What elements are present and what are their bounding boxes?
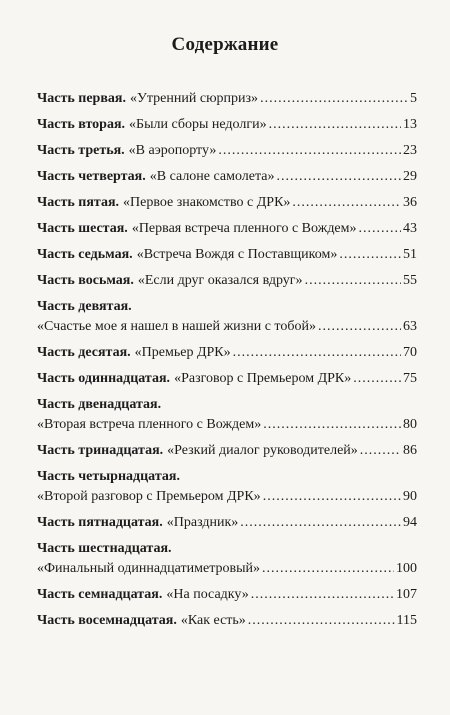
toc-entry-16-heading[interactable] — [37, 540, 417, 558]
page-title: Содержание — [171, 34, 279, 55]
toc-chapter-title: «Второй разговор с Премьером ДРК» — [37, 489, 261, 504]
toc-entry-14[interactable] — [37, 488, 417, 506]
toc-entry-15[interactable] — [37, 514, 417, 532]
toc-dot-leader — [360, 442, 401, 460]
toc-entry-6[interactable] — [37, 220, 417, 238]
toc-page-number: 43 — [403, 221, 417, 236]
toc-dot-leader — [262, 560, 394, 578]
toc-part-label: Часть шестнадцатая. — [37, 541, 172, 556]
toc-part-label: Часть тринадцатая. — [37, 443, 164, 458]
toc-part-label: Часть седьмая. — [37, 247, 133, 262]
toc-page-number: 100 — [396, 561, 417, 576]
toc-dot-leader — [240, 514, 401, 532]
toc-part-label: Часть вторая. — [37, 117, 126, 132]
toc-part-label: Часть первая. — [37, 91, 126, 106]
toc-entry-2[interactable] — [37, 116, 417, 134]
toc-dot-leader — [339, 246, 401, 264]
toc-chapter-title: «Резкий диалог руководителей» — [167, 443, 358, 458]
toc-dot-leader — [248, 612, 395, 630]
toc-dot-leader — [251, 586, 394, 604]
toc-entry-13[interactable] — [37, 442, 417, 460]
toc-chapter-title: «Финальный одиннадцатиметровый» — [37, 561, 261, 576]
toc-entry-7[interactable] — [37, 246, 417, 264]
toc-dot-leader — [277, 168, 402, 186]
toc-chapter-title: «На посадку» — [166, 587, 249, 602]
toc-chapter-title: «Первое знакомство с ДРК» — [123, 195, 291, 210]
toc-part-label: Часть семнадцатая. — [37, 587, 163, 602]
toc-part-label: Часть восемнадцатая. — [37, 613, 177, 628]
toc-entry-17[interactable] — [37, 586, 417, 604]
toc-chapter-title: «Как есть» — [180, 613, 246, 628]
toc-chapter-title: «Разговор с Премьером ДРК» — [174, 371, 352, 386]
toc-chapter-title: «Премьер ДРК» — [134, 345, 231, 360]
toc-page-number: 90 — [403, 489, 417, 504]
toc-entry-16[interactable] — [37, 560, 417, 578]
toc-entry-12-heading[interactable] — [37, 396, 417, 414]
toc-entry-11[interactable] — [37, 370, 417, 388]
toc-dot-leader — [263, 416, 401, 434]
toc-page-number: 70 — [403, 345, 417, 360]
toc-entry-18[interactable] — [37, 612, 417, 630]
toc-part-label: Часть восьмая. — [37, 273, 134, 288]
toc-chapter-title: «В аэропорту» — [128, 143, 217, 158]
toc-part-label: Часть двенадцатая. — [37, 397, 162, 412]
toc-dot-leader — [260, 90, 408, 108]
toc-page-number: 80 — [403, 417, 417, 432]
toc-dot-leader — [353, 370, 401, 388]
toc-part-label: Часть четырнадцатая. — [37, 469, 180, 484]
toc-dot-leader — [305, 272, 401, 290]
toc-entry-3[interactable] — [37, 142, 417, 160]
toc-part-label: Часть шестая. — [37, 221, 128, 236]
toc-chapter-title: «Праздник» — [166, 515, 239, 530]
toc-page-number: 107 — [396, 587, 417, 602]
toc-entry-1[interactable] — [37, 90, 417, 108]
toc-entry-9-heading[interactable] — [37, 298, 417, 316]
toc-page-number: 36 — [403, 195, 417, 210]
toc-entry-4[interactable] — [37, 168, 417, 186]
toc-chapter-title: «Счастье мое я нашел в нашей жизни с тобой» — [37, 319, 316, 334]
toc-page-number: 23 — [403, 143, 417, 158]
toc-page-number: 55 — [403, 273, 417, 288]
toc-entry-8[interactable] — [37, 272, 417, 290]
toc-chapter-title: «Если друг оказался вдруг» — [137, 273, 303, 288]
toc-part-label: Часть пятая. — [37, 195, 120, 210]
toc-part-label: Часть одиннадцатая. — [37, 371, 171, 386]
toc-dot-leader — [269, 116, 401, 134]
toc-part-label: Часть четвертая. — [37, 169, 146, 184]
toc-page-number: 13 — [403, 117, 417, 132]
toc-dot-leader — [233, 344, 401, 362]
toc-dot-leader — [263, 488, 401, 506]
toc-entry-9[interactable] — [37, 318, 417, 336]
toc-chapter-title: «В салоне самолета» — [149, 169, 275, 184]
toc-entry-5[interactable] — [37, 194, 417, 212]
toc-entry-10[interactable] — [37, 344, 417, 362]
toc-dot-leader — [359, 220, 401, 238]
toc-chapter-title: «Были сборы недолги» — [129, 117, 267, 132]
toc-dot-leader — [292, 194, 401, 212]
toc-page-number: 51 — [403, 247, 417, 262]
toc-part-label: Часть пятнадцатая. — [37, 515, 163, 530]
toc-entry-12[interactable] — [37, 416, 417, 434]
toc-page-number: 86 — [403, 443, 417, 458]
toc-chapter-title: «Вторая встреча пленного с Вождем» — [37, 417, 262, 432]
toc-page-number: 29 — [403, 169, 417, 184]
toc-part-label: Часть десятая. — [37, 345, 131, 360]
toc-chapter-title: «Встреча Вождя с Поставщиком» — [136, 247, 338, 262]
toc-entry-14-heading[interactable] — [37, 468, 417, 486]
toc-page-number: 94 — [403, 515, 417, 530]
toc-page-number: 63 — [403, 319, 417, 334]
toc-page-number: 115 — [396, 613, 417, 628]
toc-part-label: Часть третья. — [37, 143, 125, 158]
toc-page-number: 5 — [410, 91, 417, 106]
toc-chapter-title: «Утренний сюрприз» — [129, 91, 259, 106]
toc-chapter-title: «Первая встреча пленного с Вождем» — [131, 221, 357, 236]
toc-part-label: Часть девятая. — [37, 299, 132, 314]
toc-dot-leader — [318, 318, 401, 336]
toc-dot-leader — [218, 142, 401, 160]
toc-page-number: 75 — [403, 371, 417, 386]
